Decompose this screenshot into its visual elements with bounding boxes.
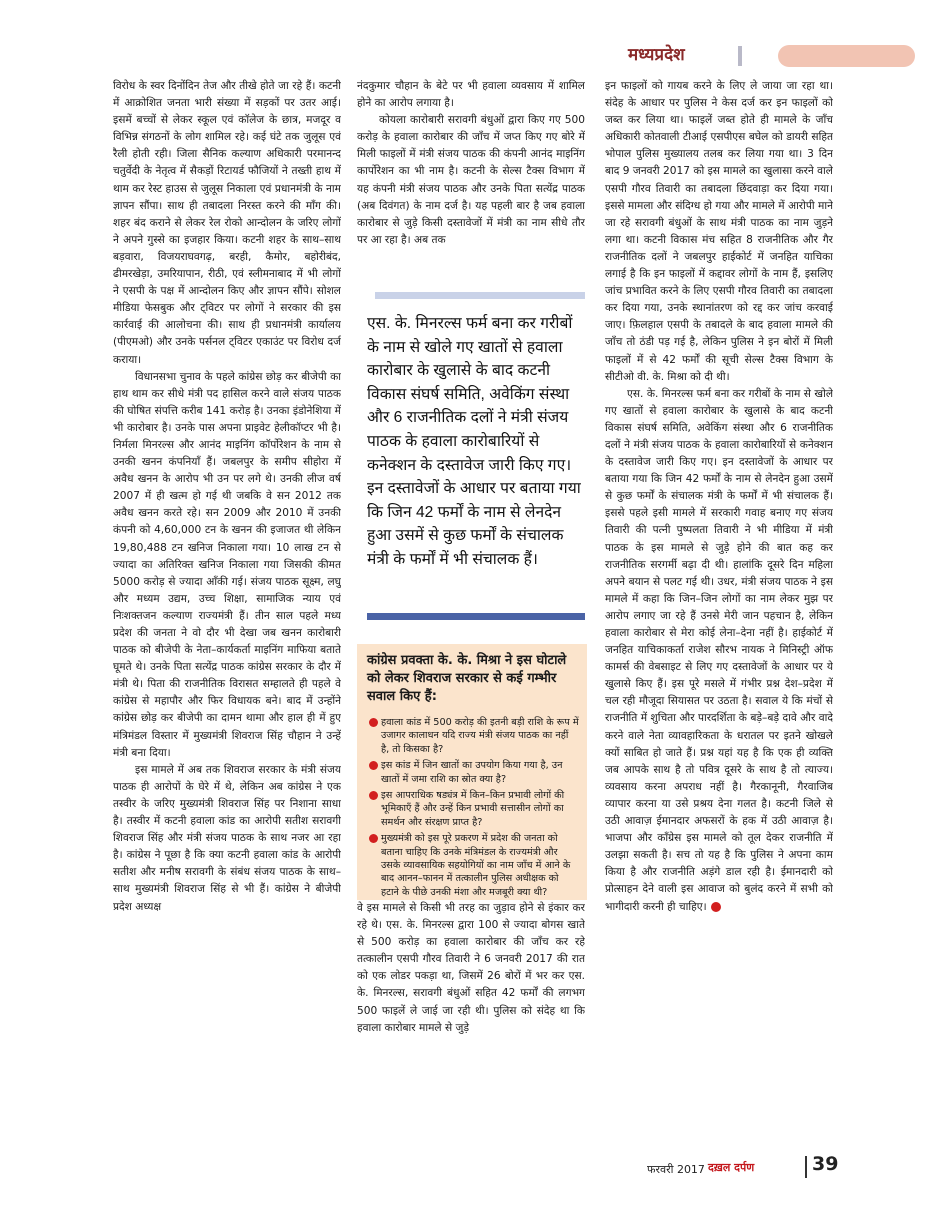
bullet-icon bbox=[369, 791, 378, 800]
question-item bbox=[369, 716, 579, 756]
article-column-2-top bbox=[357, 78, 585, 278]
header-decoration bbox=[778, 45, 915, 67]
pull-quote bbox=[367, 292, 585, 620]
footer-divider bbox=[805, 1156, 807, 1178]
header-divider bbox=[738, 46, 742, 66]
magazine-logo: दख़ल दर्पण bbox=[708, 1161, 755, 1174]
question-item bbox=[369, 789, 579, 829]
questions-box-title: कांग्रेस प्रवक्ता के. के. मिश्रा ने इस घोटाले को लेकर शिवराज सरकार से कई गम्भीर सवाल किए हैं: bbox=[367, 653, 567, 704]
paragraph: विधानसभा चुनाव के पहले कांग्रेस छोड़ कर बीजेपी का हाथ थाम कर सीधे मंत्री पद हासिल करने वाले संजय पाठक की घोषित संपत्ति करीब 141 करोड़ है। उनका इंडोनेशिया में भी कारोबार है। उनके पास अपना प्राइवेट हेलीकॉप्टर भी है। निर्मला मिनरल्स और आनंद माइनिंग कॉर्पोरेशन के नाम से उनकी खनन कंपनियाँ हैं। जबलपुर के समीप सीहोरा में अवैध खनन के आरोप भी उन पर लगे थे। उनकी लीज वर्ष 2007 में ही खत्म हो गई थी जबकि वे सन 2012 तक अवैध खनन करते रहे। सन 2009 और 2010 में उनकी कंपनी को 4,60,000 टन के खनन की इजाजत थी लेकिन 19,80,488 टन खनिज निकाला गया। 10 लाख टन से ज्यादा का अतिरिक्त खनिज निकाला गया जिसकी कीमत 5000 करोड़ से ज्यादा आँकी गई। संजय पाठक सूक्ष्म, लघु और मध्यम उद्यम, उच्च शिक्षा, सामाजिक न्याय एवं निःशक्तजन कल्याण राज्यमंत्री हैं। तीन साल पहले मध्य प्रदेश की जनता ने वो दौर भी देखा जब खनन कारोबारी पाठक को बीजेपी के नेता–कार्यकर्ता माइनिंग माफिया बताते घूमते थे। उनके पिता सत्येंद्र पाठक कांग्रेस सरकार के दौर में मंत्री थे। पिता की राजनीतिक विरासत सम्हालते ही पहले वे कांग्रेस से महापौर और फिर विधायक बने। बाद में उन्होंने कांग्रेस छोड़ कर बीजेपी का दामन थामा और हाल ही में हुए मंत्रिमंडल विस्तार में मुख्यमंत्री शिवराज सिंह चौहान ने उन्हें मंत्री बना दिया। bbox=[113, 370, 341, 759]
question-item bbox=[369, 832, 579, 899]
question-text: मुख्यमंत्री को इस पूरे प्रकरण में प्रदेश की जनता को बताना चाहिए कि उनके मंत्रिमंडल के राज्यमंत्री और उसके व्यावसायिक सहयोगियों का नाम जाँच में आने के बाद आनन–फानन में तत्कालीन पुलिस अधीक्षक को हटाने के पीछे उनकी मंशा और मजबूरी क्या थी? bbox=[381, 833, 571, 898]
questions-list bbox=[357, 716, 587, 899]
page-number: 39 bbox=[812, 1153, 839, 1175]
pull-quote-text: एस. के. मिनरल्स फर्म बना कर गरीबों के नाम से खोले गए खातों से हवाला कारोबार के खुलासे के बाद कटनी विकास संघर्ष समिति, अवेकिंग संस्था और 6 राजनीतिक दलों ने मंत्री संजय पाठक के हवाला कारोबारियों से कनेक्शन के दस्तावेज जारी किए गए। इन दस्तावेजों के आधार पर बताया गया कि जिन 42 फर्मों के नाम से लेनदेन हुआ उसमें से कुछ फर्मों के संचालक मंत्री के फर्मों में भी संचालक हैं। bbox=[367, 315, 581, 568]
question-item bbox=[369, 759, 579, 786]
question-text: इस आपराधिक षड्यंत्र में किन–किन प्रभावी लोगों की भूमिकाएँ हैं और उन्हें किन प्रभावी सत्तासीन लोगों का समर्थन और संरक्षण प्राप्त है? bbox=[381, 790, 565, 828]
paragraph: कोयला कारोबारी सरावगी बंधुओं द्वारा किए गए 500 करोड़ के हवाला कारोबार की जाँच में जप्त किए गए बोरे में मिली फाइलों में मंत्री संजय पाठक की कंपनी आनंद माइनिंग कार्पोरेशन का भी नाम है। कटनी के सेल्स टैक्स विभाग में यह कंपनी मंत्री संजय पाठक और उनके पिता सत्येंद्र पाठक (अब दिवंगत) के नाम दर्ज है। यह पहली बार है जब हवाला कारोबार से जुड़े किसी दस्तावेजों में मंत्री का नाम सीधे तौर पर आ रहा है। अब तक bbox=[357, 114, 585, 246]
end-mark-icon bbox=[711, 902, 721, 912]
paragraph-text: एस. के. मिनरल्स फर्म बना कर गरीबों के नाम से खोले गए खातों से हवाला कारोबार के खुलासे के बाद कटनी विकास संघर्ष समिति, अवेकिंग संस्था और 6 राजनीतिक दलों ने मंत्री संजय पाठक के हवाला कारोबारियों से कनेक्शन के दस्तावेज जारी किए गए। इन दस्तावेजों के आधार पर बताया गया कि जिन 42 फर्मों के नाम से लेनदेन हुआ उसमें से कुछ फर्मों के संचालक मंत्री के फर्मों में भी संचालक हैं। इससे पहले इसी मामले में सरकारी गवाह बनाए गए संजय तिवारी की पत्नी पुष्पलता तिवारी ने भी मीडिया में मंत्री पाठक के इस मामले से जुड़े होने की बात कह कर राजनीतिक सरगर्मी बढ़ा दी थी। हालांकि दूसरे दिन महिला अपने बयान से पलट गई थी। उधर, मंत्री संजय पाठक ने इस मामले में कहा कि जिन–जिन लोगों का नाम लेकर मुझ पर आरोप लगाए जा रहे हैं उनसे मेरी जान पहचान है, लेकिन हवाला कारोबार से मेरा कोई लेना–देना नहीं है। हाईकोर्ट में जनहित याचिकाकर्ता राजेश सौरभ नायक ने मिनिस्ट्री ऑफ कामर्स की वेबसाइट से लिए गए दस्तावेजों के आधार पर ये खुलासे किए हैं। इस पूरे मसले में गंभीर प्रश्न देश–प्रदेश में चल रही मौजूदा सियासत पर उठता है। सवाल ये कि मंचों से राजनीति में शुचिता और पारदर्शिता के बड़े–बड़े दावे और वादे करने वाले नेता व्यावहारिकता के धरातल पर इतने खोखले क्यों साबित हो जाते हैं। प्रश्न यहां यह है कि एक ही व्यक्ति जब आपके साथ है तो पवित्र दूसरे के साथ है तो त्याज्य। व्यवसाय करना अपराध नहीं है। गैरकानूनी, गैरवाजिब व्यापार करना या उसे प्रश्रय देना गलत है। कटनी जिले से उठी आवाज़ ईमानदार अफसरों के हक में उठी आवाज़ है। भाजपा और कॉंग्रेस इस मामले को तूल देकर राजनीति में उलझा सकती है। सच तो यह है कि पुलिस ने अपना काम किया है और राजनीति अड़ंगे डाल रही है। ईमानदारी को प्रोत्साहन देने वाली इस आवाज को बुलंद करने में सभी को भागीदारी करनी ही चाहिए। bbox=[605, 387, 833, 913]
questions-box bbox=[357, 644, 587, 900]
article-column-2-bottom bbox=[357, 900, 585, 1158]
paragraph: इस मामले में अब तक शिवराज सरकार के मंत्री संजय पाठक ही आरोपों के घेरे में थे, लेकिन अब कांग्रेस ने एक तस्वीर के जरिए मुख्यमंत्री शिवराज सिंह पर निशाना साधा है। तस्वीर में कटनी हवाला कांड का आरोपी सतीश सरावगी शिवराज सिंह और मंत्री संजय पाठक के साथ नजर आ रहा है। कांग्रेस ने पूछा है कि क्या कटनी हवाला कांड के आरोपी सतीश और मनीष सरावगी के संबंध संजय पाठक के साथ–साथ मुख्यमंत्री शिवराज सिंह से भी हैं। कांग्रेस ने बीजेपी प्रदेश अध्यक्ष bbox=[113, 763, 341, 913]
section-title: मध्यप्रदेश bbox=[628, 45, 685, 65]
paragraph: वे इस मामले से किसी भी तरह का जुड़ाव होने से इंकार कर रहे थे। एस. के. मिनरल्स द्वारा 100 से ज्यादा बोगस खाते से 500 करोड़ का हवाला कारोबार की जाँच कर रहे तत्कालीन एसपी गौरव तिवारी ने 6 जनवरी 2017 की रात को एक लोडर पकड़ा था, जिसमें 26 बोरों में भर कर एस. के. मिनरल्स, सरावगी बंधुओं सहित 42 फर्मों की लगभग 500 फाइलें ले जाई जा रही थी। पुलिस को संदेह था कि हवाला कारोबार मामले से जुड़े bbox=[357, 902, 585, 1034]
paragraph: इन फाइलों को गायब करने के लिए ले जाया जा रहा था। संदेह के आधार पर पुलिस ने केस दर्ज कर इन फाइलों को जब्त कर लिया था। फाइलें जब्त होते ही मामले के जाँच अधिकारी कोतवाली टीआई एसपीएस बघेल को डायरी सहित भोपाल पुलिस मुख्यालय तलब कर लिया गया था। 3 दिन बाद 9 जनवरी 2017 को इस मामले का खुलासा करने वाले एसपी गौरव तिवारी का तबादला छिंदवाड़ा कर दिया गया। इससे मामला और संदिग्ध हो गया और मामले में आरोपी माने जा रहे सरावगी बंधुओं के साथ मंत्री पाठक का नाम जुड़ने लगा था। कटनी विकास मंच सहित 8 राजनीतिक और गैर राजनीतिक दलों ने जबलपुर हाईकोर्ट में जनहित याचिका लगाई है कि इन फाइलों में कद्दावर लोगों के नाम हैं, इसलिए जांच प्रभावित करने के लिए एसपी गौरव तिवारी का तबादला कर दिया गया, उनके स्थानांतरण को रद्द कर जांच करवाई जाए। फ़िलहाल एसपी के तबादले के बाद हवाला मामले की जाँच तो ठंडी पड़ गई है, लेकिन पुलिस ने इन बोरों में मिली फाइलों में से 42 फर्मों की सूची सेल्स टैक्स विभाग के सीटीओ वी. के. मिश्रा को दी थी। bbox=[605, 80, 833, 383]
paragraph: नंदकुमार चौहान के बेटे पर भी हवाला व्यवसाय में शामिल होने का आरोप लगाया है। bbox=[357, 80, 585, 110]
bullet-icon bbox=[369, 718, 378, 727]
pull-quote-bottom-bar bbox=[367, 613, 585, 620]
paragraph: विरोध के स्वर दिनोंदिन तेज और तीखे होते जा रहे हैं। कटनी में आक्रोशित जनता भारी संख्या में सड़कों पर उतर आई। इसमें बच्चों से लेकर स्कूल एवं कॉलेज के छात्र, मजदूर व विभिन्न संगठनों के लोग शामिल रहे। कई घंटे तक जुलूस एवं रैली होती रही। जिला सैनिक कल्याण अधिकारी परमानन्द चतुर्वेदी के नेतृत्व में सैकड़ों रिटायर्ड फौजियों ने तख्ती हाथ में थाम कर रेस्ट हाउस से जुलूस निकाला एवं प्रधानमंत्री के नाम ज्ञापन सौंपा। साथ ही तबादला निरस्त करने की माँग की। शहर बंद कराने से लेकर रेल रोको आन्दोलन के जरिए लोगों ने अपने गुस्से का इजहार किया। कटनी शहर के साथ–साथ बड़वारा, विजयराघवगढ़, बरही, कैमोर, बहोरीबंद, ढीमरखेड़ा, उमरियापान, रीठी, एवं स्लीमनाबाद में भी लोगों ने एसपी के पक्ष में आन्दोलन किए और ज्ञापन सौंपे। सोशल मीडिया फेसबुक और ट्विटर पर लोगों ने सरकार की इस कार्रवाई की आलोचना की। साथ ही प्रधानमंत्री कार्यालय (पीएमओ) और उनके पर्सनल ट्विटर एकाउंट पर विरोध दर्ज कराया। bbox=[113, 80, 341, 366]
paragraph-final bbox=[605, 386, 833, 916]
bullet-icon bbox=[369, 834, 378, 843]
article-column-1 bbox=[113, 78, 341, 1156]
article-column-3 bbox=[605, 78, 833, 1158]
bullet-icon bbox=[369, 761, 378, 770]
pull-quote-top-bar bbox=[375, 292, 585, 299]
issue-date: फरवरी 2017 bbox=[647, 1163, 705, 1176]
question-text: इस कांड में जिन खातों का उपयोग किया गया है, उन खातों में जमा राशि का स्रोत क्या है? bbox=[381, 760, 563, 785]
question-text: हवाला कांड में 500 करोड़ की इतनी बड़ी राशि के रूप में उजागर कालाधन यदि राज्य मंत्री संजय पाठक का नहीं है, तो किसका है? bbox=[381, 717, 579, 755]
